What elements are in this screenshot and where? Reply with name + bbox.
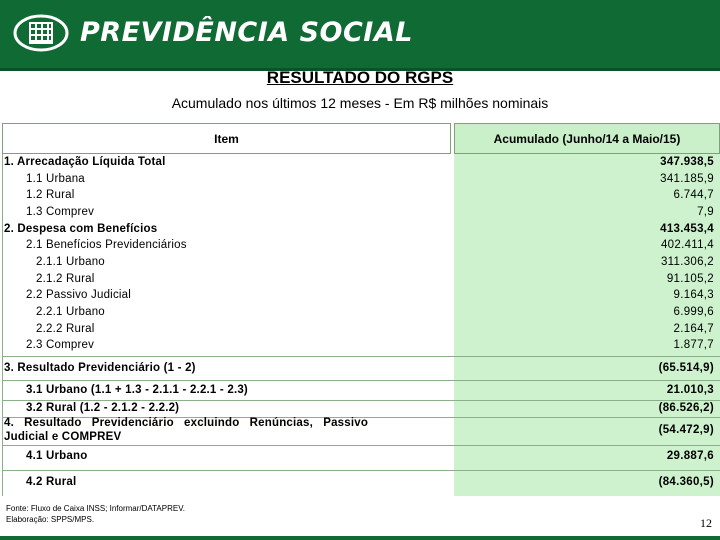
table-row [2,402,720,418]
row-divider [2,356,720,357]
row-value: 21.010,3 [666,384,714,396]
table-row [2,289,720,305]
row-value: 9.164,3 [673,289,714,301]
page-title: RESULTADO DO RGPS [266,68,454,87]
table-row [2,323,720,339]
row-label: 1.3 Comprev [26,206,95,218]
table-row [2,273,720,289]
row-value: 341.185,9 [660,173,714,185]
row-label-line1: 4. Resultado Previdenciário excluindo Renúncias, Passivo [4,417,369,429]
row-value: (84.360,5) [658,476,714,488]
brand-name: PREVIDÊNCIA SOCIAL [80,17,413,48]
row-divider [2,470,720,471]
source-line: Elaboração: SPPS/MPS. [6,515,95,524]
row-label: 2.2 Passivo Judicial [26,289,131,301]
row-label: 2.2.1 Urbano [36,306,105,318]
row-label-line2: Judicial e COMPREV [4,431,122,443]
row-value: 413.453,4 [660,223,714,235]
row-value: 347.938,5 [660,156,714,168]
row-label: 2. Despesa com Benefícios [4,223,158,235]
row-label: 2.1.1 Urbano [36,256,105,268]
row-label: 2.2.2 Rural [36,323,95,335]
row-value: (54.472,9) [658,424,714,436]
row-label: 2.1.2 Rural [36,273,95,285]
row-label: 4.2 Rural [26,476,77,488]
column-header-item: Item [2,123,451,154]
row-label: 3.1 Urbano (1.1 + 1.3 - 2.1.1 - 2.2.1 - 2.3) [26,384,248,396]
row-label: 3.2 Rural (1.2 - 2.1.2 - 2.2.2) [26,402,180,414]
row-value: 29.887,6 [666,450,714,462]
row-value: 2.164,7 [673,323,714,335]
row-value: 1.877,7 [673,339,714,351]
header-bar [0,0,720,71]
row-label: 3. Resultado Previdenciário (1 - 2) [4,362,196,374]
table-row [2,306,720,322]
table-row [2,173,720,189]
row-divider [2,445,720,446]
table-row [2,156,720,172]
row-label: 2.1 Benefícios Previdenciários [26,239,187,251]
table-row [2,476,720,492]
row-value: 402.411,4 [660,239,714,251]
table-row [2,450,720,466]
row-value: 311.306,2 [660,256,714,268]
page-number: 12 [700,516,712,530]
row-value: (65.514,9) [658,362,714,374]
page-subtitle: Acumulado nos últimos 12 meses - Em R$ milhões nominais [171,95,549,111]
row-label: 1.1 Urbana [26,173,85,185]
source-line: Fonte: Fluxo de Caixa INSS; Informar/DATAPREV. [6,504,186,513]
row-value: 6.999,6 [673,306,714,318]
column-header-value: Acumulado (Junho/14 a Maio/15) [454,123,720,154]
table-row [2,239,720,255]
source-note [6,503,185,525]
row-label: 1.2 Rural [26,189,75,201]
row-label: 2.3 Comprev [26,339,95,351]
row-value: 91.105,2 [666,273,714,285]
table-row [2,206,720,222]
table-row [2,223,720,239]
previdencia-logo-icon [12,13,70,53]
table-row [2,417,720,445]
row-divider [2,380,720,381]
footer-bar [0,536,720,540]
row-value: 6.744,7 [673,189,714,201]
row-value: (86.526,2) [658,402,714,414]
table-row [2,384,720,400]
row-divider [2,400,720,401]
row-value: 7,9 [697,206,714,218]
table-row [2,339,720,355]
row-label: 4.1 Urbano [26,450,88,462]
table-row [2,189,720,205]
table-row [2,362,720,378]
table-row [2,256,720,272]
row-label: 1. Arrecadação Líquida Total [4,156,166,168]
results-table [2,123,720,496]
